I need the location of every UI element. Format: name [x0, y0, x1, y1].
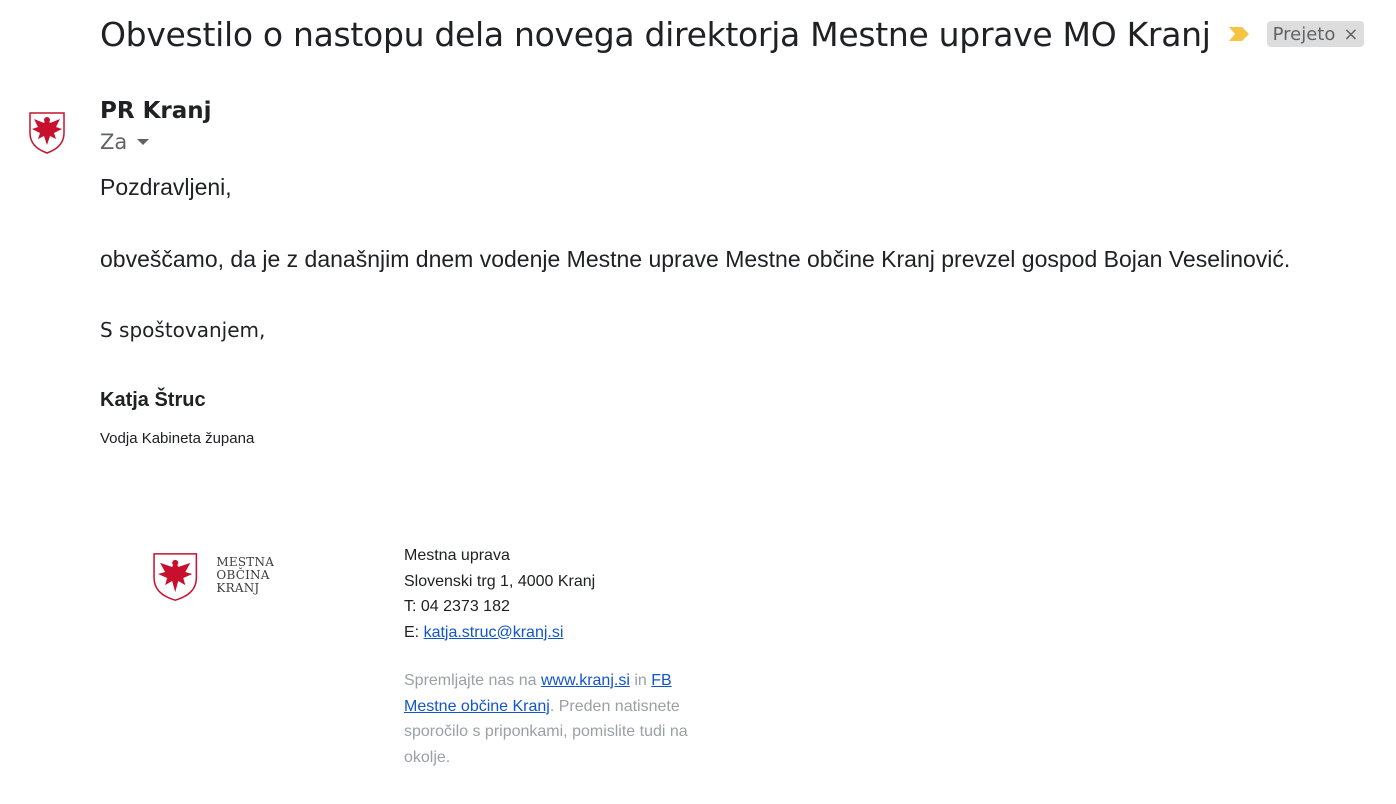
- signature-logo: [148, 545, 328, 605]
- website-link[interactable]: www.kranj.si: [540, 672, 630, 689]
- label-chip-text: Prejeto: [1272, 23, 1336, 45]
- kranj-crest-logo-icon: [148, 547, 202, 603]
- sender-avatar[interactable]: [20, 103, 74, 157]
- kranj-crest-icon: [20, 103, 74, 157]
- recipients-toggle[interactable]: [100, 130, 149, 154]
- closing: S spoštovanjem,: [100, 318, 266, 342]
- signature-phone: T: 04 2373 182: [404, 598, 510, 615]
- footer-note-suffix: . Preden natisnete sporočilo s priponkami, pomislite tudi na okolje.: [404, 697, 688, 766]
- signature-name: Katja Štruc: [100, 389, 206, 411]
- signature-email-link[interactable]: katja.struc@kranj.si: [423, 623, 564, 641]
- signature-org: Mestna uprava: [404, 547, 510, 564]
- facebook-link[interactable]: FB Mestne občine Kranj: [404, 672, 672, 715]
- signature-address: Slovenski trg 1, 4000 Kranj: [404, 572, 596, 590]
- greeting: Pozdravljeni,: [100, 174, 232, 200]
- to-label: Za: [100, 130, 128, 154]
- logo-text-line2: KRANJ: [216, 580, 260, 595]
- sender-name[interactable]: PR Kranj: [100, 98, 212, 124]
- signature-title: Vodja Kabineta župana: [100, 430, 255, 447]
- logo-text-line1: MESTNA OBČINA: [216, 554, 275, 582]
- importance-marker-icon[interactable]: [1227, 24, 1253, 44]
- subject-row: [100, 12, 1364, 56]
- label-chip-inbox: [1267, 21, 1365, 47]
- remove-label-icon[interactable]: ×: [1343, 23, 1359, 45]
- logo-text: [216, 556, 328, 595]
- signature-email-row: [404, 620, 595, 646]
- email-prefix: E:: [404, 623, 424, 641]
- footer-note-prefix: Spremljajte nas na: [404, 672, 541, 689]
- caret-down-icon: [137, 139, 149, 145]
- signature-contact: [404, 543, 595, 645]
- footer-note-in: in: [629, 672, 652, 689]
- email-subject: Obvestilo o nastopu dela novega direktorja Mestne uprave MO Kranj: [100, 14, 1211, 54]
- message-paragraph: obveščamo, da je z današnjim dnem vodenje Mestne uprave Mestne občine Kranj prevzel gospod Bojan Veselinović.: [100, 246, 1291, 272]
- signature-footer-note: [404, 668, 704, 770]
